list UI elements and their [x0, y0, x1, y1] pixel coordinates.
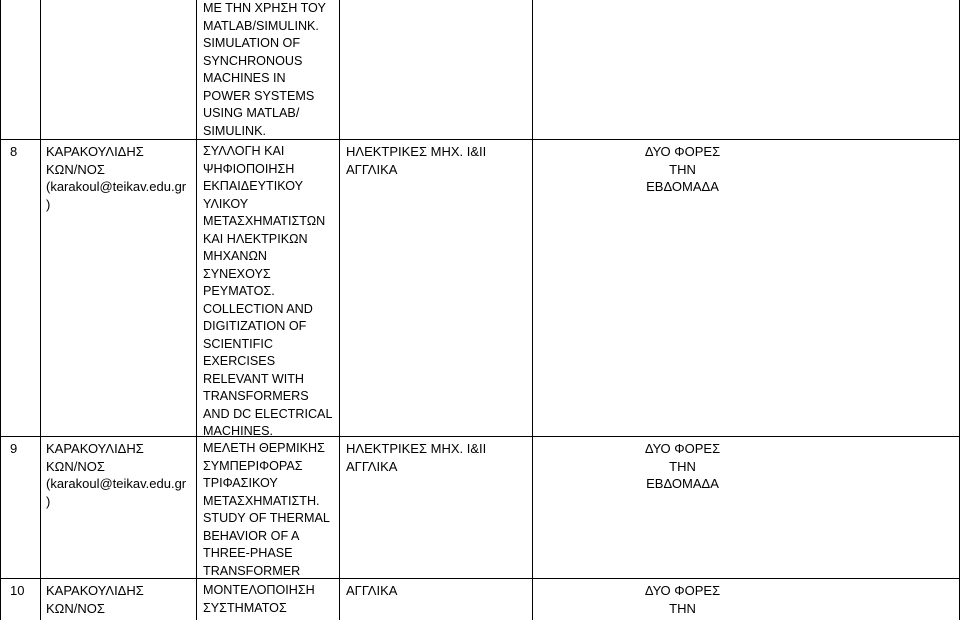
column-divider	[0, 0, 1, 620]
row-divider	[0, 436, 960, 437]
frequency-cell: ΔΥΟ ΦΟΡΕΣ ΤΗΝ ΕΒΔΟΜΑΔΑ	[644, 441, 721, 491]
row-number: 9	[10, 441, 18, 456]
thesis-title-cell: ΜΟΝΤΕΛΟΠΟΙΗΣΗ ΣΥΣΤΗΜΑΤΟΣ	[203, 583, 315, 615]
thesis-title-cell: ΣΥΛΛΟΓΗ ΚΑΙ ΨΗΦΙΟΠΟΙΗΣΗ ΕΚΠΑΙΔΕΥΤΙΚΟΥ ΥΛΙΚΟΥ ΜΕΤΑΣΧΗΜΑΤΙΣΤΩΝ ΚΑΙ ΗΛΕΚΤΡΙΚΩΝ ΜΗΧΑΝΩΝ ΣΥΝΕΧΟΥΣ ΡΕΥΜΑΤΟΣ. COLLECTION AND DIGITIZATION OF SCIENTIFIC EXERCISES RELEVANT WITH TRANSFORMERS AND DC ELECTRICAL MACHINES.	[203, 144, 333, 438]
frequency-cell: ΔΥΟ ΦΟΡΕΣ ΤΗΝ	[644, 583, 721, 616]
column-divider	[339, 0, 340, 620]
row-number: 8	[10, 144, 18, 159]
supervisor-cell: ΚΑΡΑΚΟΥΛΙΔΗΣ ΚΩΝ/ΝΟΣ	[46, 583, 144, 616]
lab-cell: ΗΛΕΚΤΡΙΚΕΣ ΜΗΧ. Ι&ΙΙ ΑΓΓΛΙΚΑ	[346, 441, 487, 474]
lab-cell: ΑΓΓΛΙΚΑ	[346, 583, 398, 598]
column-divider	[532, 0, 533, 620]
continued-thesis-title: ΜΕ ΤΗΝ ΧΡΗΣΗ ΤΟΥ MATLAB/SIMULINK. SIMULATION OF SYNCHRONOUS MACHINES IN POWER SYSTEMS USING MATLAB/ SIMULINK.	[203, 1, 326, 138]
row-divider	[0, 139, 960, 140]
supervisor-cell: ΚΑΡΑΚΟΥΛΙΔΗΣ ΚΩΝ/ΝΟΣ (karakoul@teikav.edu.gr )	[46, 144, 187, 212]
frequency-cell: ΔΥΟ ΦΟΡΕΣ ΤΗΝ ΕΒΔΟΜΑΔΑ	[644, 144, 721, 194]
row-number: 10	[10, 583, 25, 598]
column-divider	[196, 0, 197, 620]
supervisor-cell: ΚΑΡΑΚΟΥΛΙΔΗΣ ΚΩΝ/ΝΟΣ (karakoul@teikav.edu.gr )	[46, 441, 187, 509]
thesis-title-cell: ΜΕΛΕΤΗ ΘΕΡΜΙΚΗΣ ΣΥΜΠΕΡΙΦΟΡΑΣ ΤΡΙΦΑΣΙΚΟΥ ΜΕΤΑΣΧΗΜΑΤΙΣΤΗ. STUDY OF THERMAL BEHAVIOR OF A THREE-PHASE TRANSFORMER	[203, 441, 330, 578]
column-divider	[40, 0, 41, 620]
lab-cell: ΗΛΕΚΤΡΙΚΕΣ ΜΗΧ. Ι&ΙΙ ΑΓΓΛΙΚΑ	[346, 144, 487, 177]
row-divider	[0, 578, 960, 579]
